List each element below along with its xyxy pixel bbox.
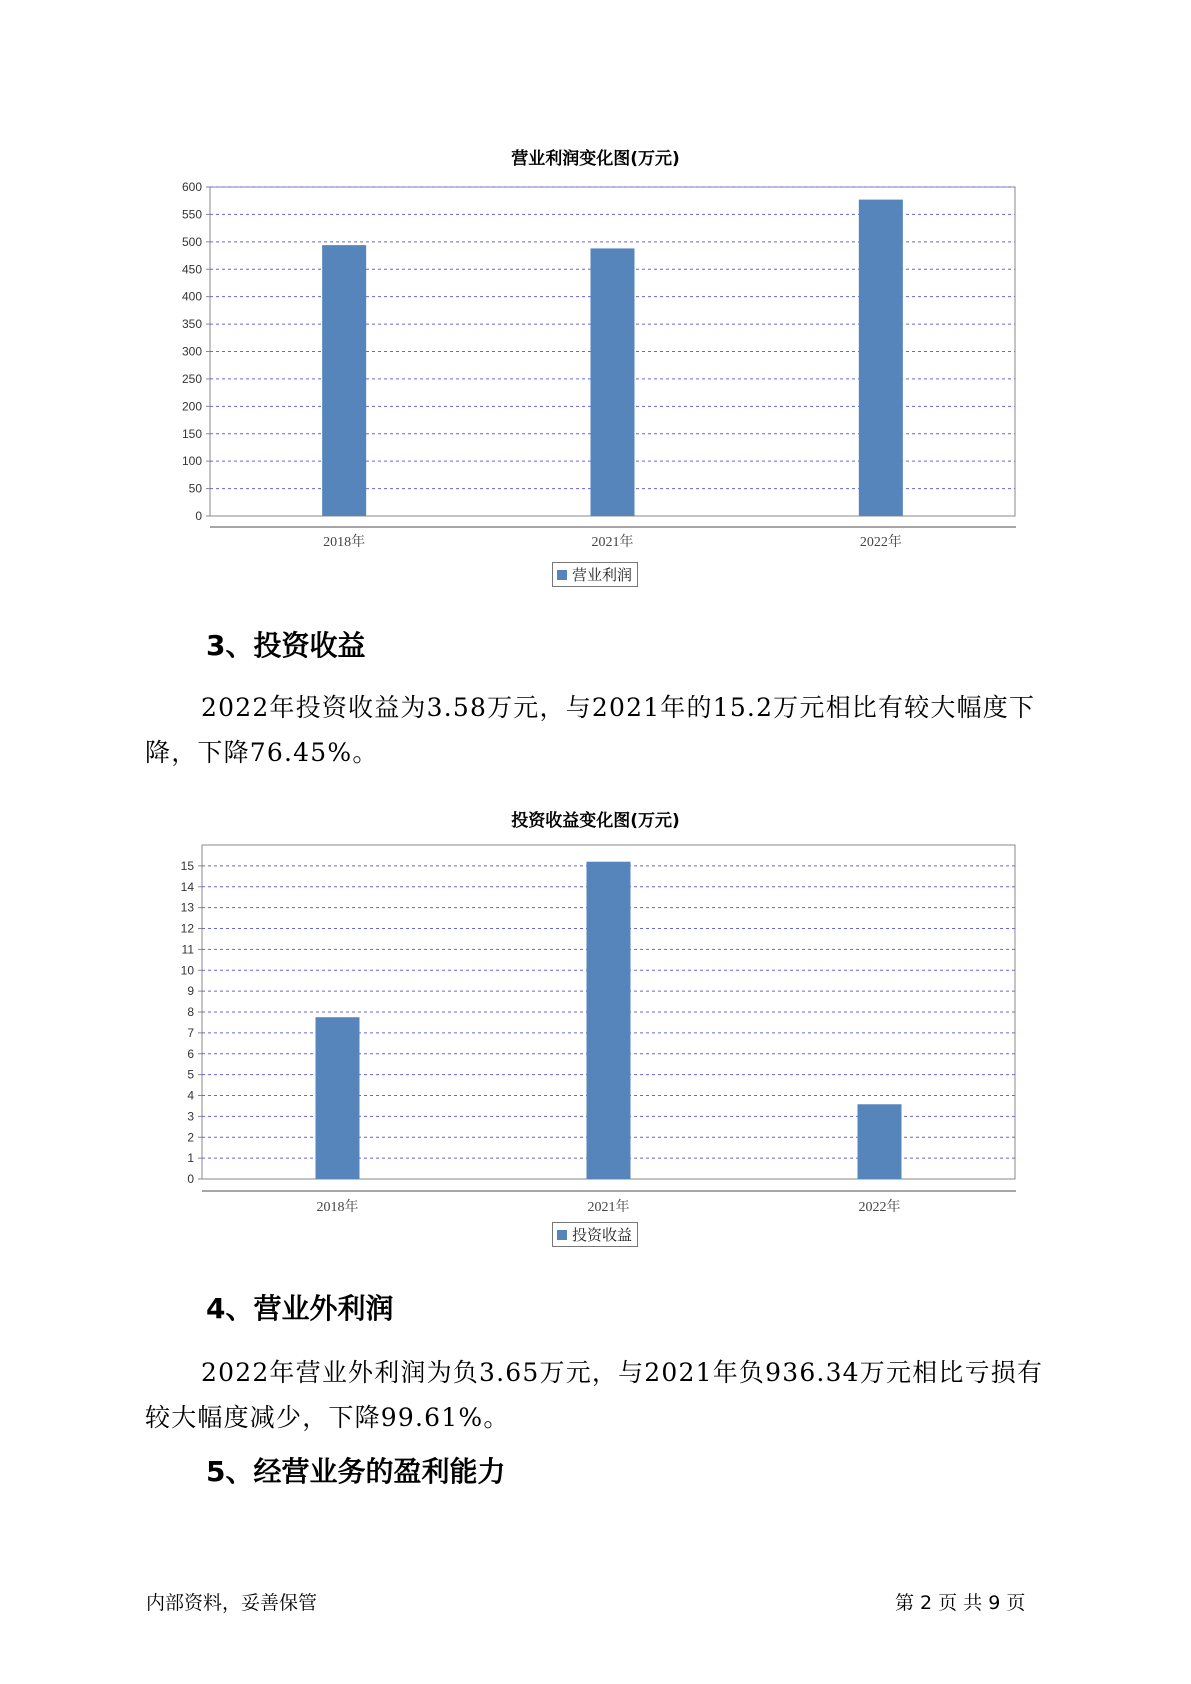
y-tick-label: 14	[180, 879, 194, 894]
bar-2021年	[591, 248, 635, 516]
paragraph-text: 2022年营业外利润为负3.65万元，与2021年负936.34万元相比亏损有较大幅度减少，下降99.61%。	[145, 1358, 1044, 1432]
section-heading-investment-income: 3、投资收益	[206, 629, 366, 662]
y-tick-label: 50	[188, 481, 202, 496]
y-tick-label: 550	[181, 207, 202, 222]
x-category-label: 2018年	[316, 1200, 359, 1215]
paragraph-non-operating-profit	[145, 1350, 1045, 1440]
y-tick-label: 2	[187, 1130, 194, 1145]
footer-page-number: 第 2 页 共 9 页	[895, 1592, 1026, 1614]
x-category-label: 2022年	[859, 535, 902, 550]
legend-label: 营业利润	[572, 568, 633, 584]
bar-2021年	[587, 862, 631, 1179]
x-category-label: 2018年	[323, 535, 366, 550]
legend-swatch	[557, 1230, 567, 1240]
investment-income-chart	[0, 830, 1191, 1215]
bar-2022年	[858, 1104, 902, 1179]
y-tick-label: 13	[180, 900, 194, 915]
y-tick-label: 250	[181, 371, 202, 386]
y-tick-label: 0	[187, 1172, 194, 1186]
y-tick-label: 0	[195, 509, 202, 523]
footer-confidential-note: 内部资料，妥善保管	[146, 1592, 318, 1614]
y-tick-label: 6	[187, 1046, 194, 1061]
legend-swatch	[557, 570, 567, 580]
section-heading-non-operating-profit: 4、营业外利润	[206, 1292, 394, 1325]
chart-title-investment-income: 投资收益变化图(万元)	[511, 811, 680, 831]
y-tick-label: 200	[181, 399, 202, 414]
bar-2022年	[859, 200, 903, 516]
y-tick-label: 450	[181, 262, 202, 277]
bar-2018年	[316, 1017, 360, 1179]
y-tick-label: 10	[180, 963, 194, 978]
y-tick-label: 350	[181, 317, 202, 332]
x-category-label: 2022年	[858, 1200, 901, 1215]
y-tick-label: 7	[187, 1025, 194, 1040]
y-tick-label: 3	[187, 1109, 194, 1124]
y-tick-label: 150	[181, 426, 202, 441]
legend-label: 投资收益	[572, 1228, 633, 1244]
y-tick-label: 400	[181, 289, 202, 304]
x-category-label: 2021年	[591, 535, 634, 550]
y-tick-label: 5	[187, 1067, 194, 1082]
bar-2018年	[322, 245, 366, 516]
y-tick-label: 12	[180, 921, 194, 936]
y-tick-label: 1	[187, 1151, 194, 1166]
y-tick-label: 15	[180, 858, 194, 873]
y-tick-label: 100	[181, 454, 202, 469]
y-tick-label: 11	[181, 942, 194, 957]
y-tick-label: 500	[181, 234, 202, 249]
chart-title-operating-profit: 营业利润变化图(万元)	[511, 149, 680, 169]
y-tick-label: 9	[187, 984, 194, 999]
operating-profit-chart	[0, 170, 1191, 550]
section-heading-business-profitability: 5、经营业务的盈利能力	[206, 1455, 506, 1488]
y-tick-label: 4	[187, 1088, 194, 1103]
paragraph-text: 2022年投资收益为3.58万元，与2021年的15.2万元相比有较大幅度下降，下降76.45%。	[145, 693, 1036, 767]
paragraph-investment-income	[145, 685, 1045, 775]
y-tick-label: 600	[181, 180, 202, 194]
x-category-label: 2021年	[587, 1200, 630, 1215]
y-tick-label: 8	[187, 1005, 194, 1019]
y-tick-label: 300	[181, 344, 202, 359]
chart-legend-operating-profit	[552, 562, 638, 587]
chart-legend-investment-income	[552, 1222, 638, 1247]
